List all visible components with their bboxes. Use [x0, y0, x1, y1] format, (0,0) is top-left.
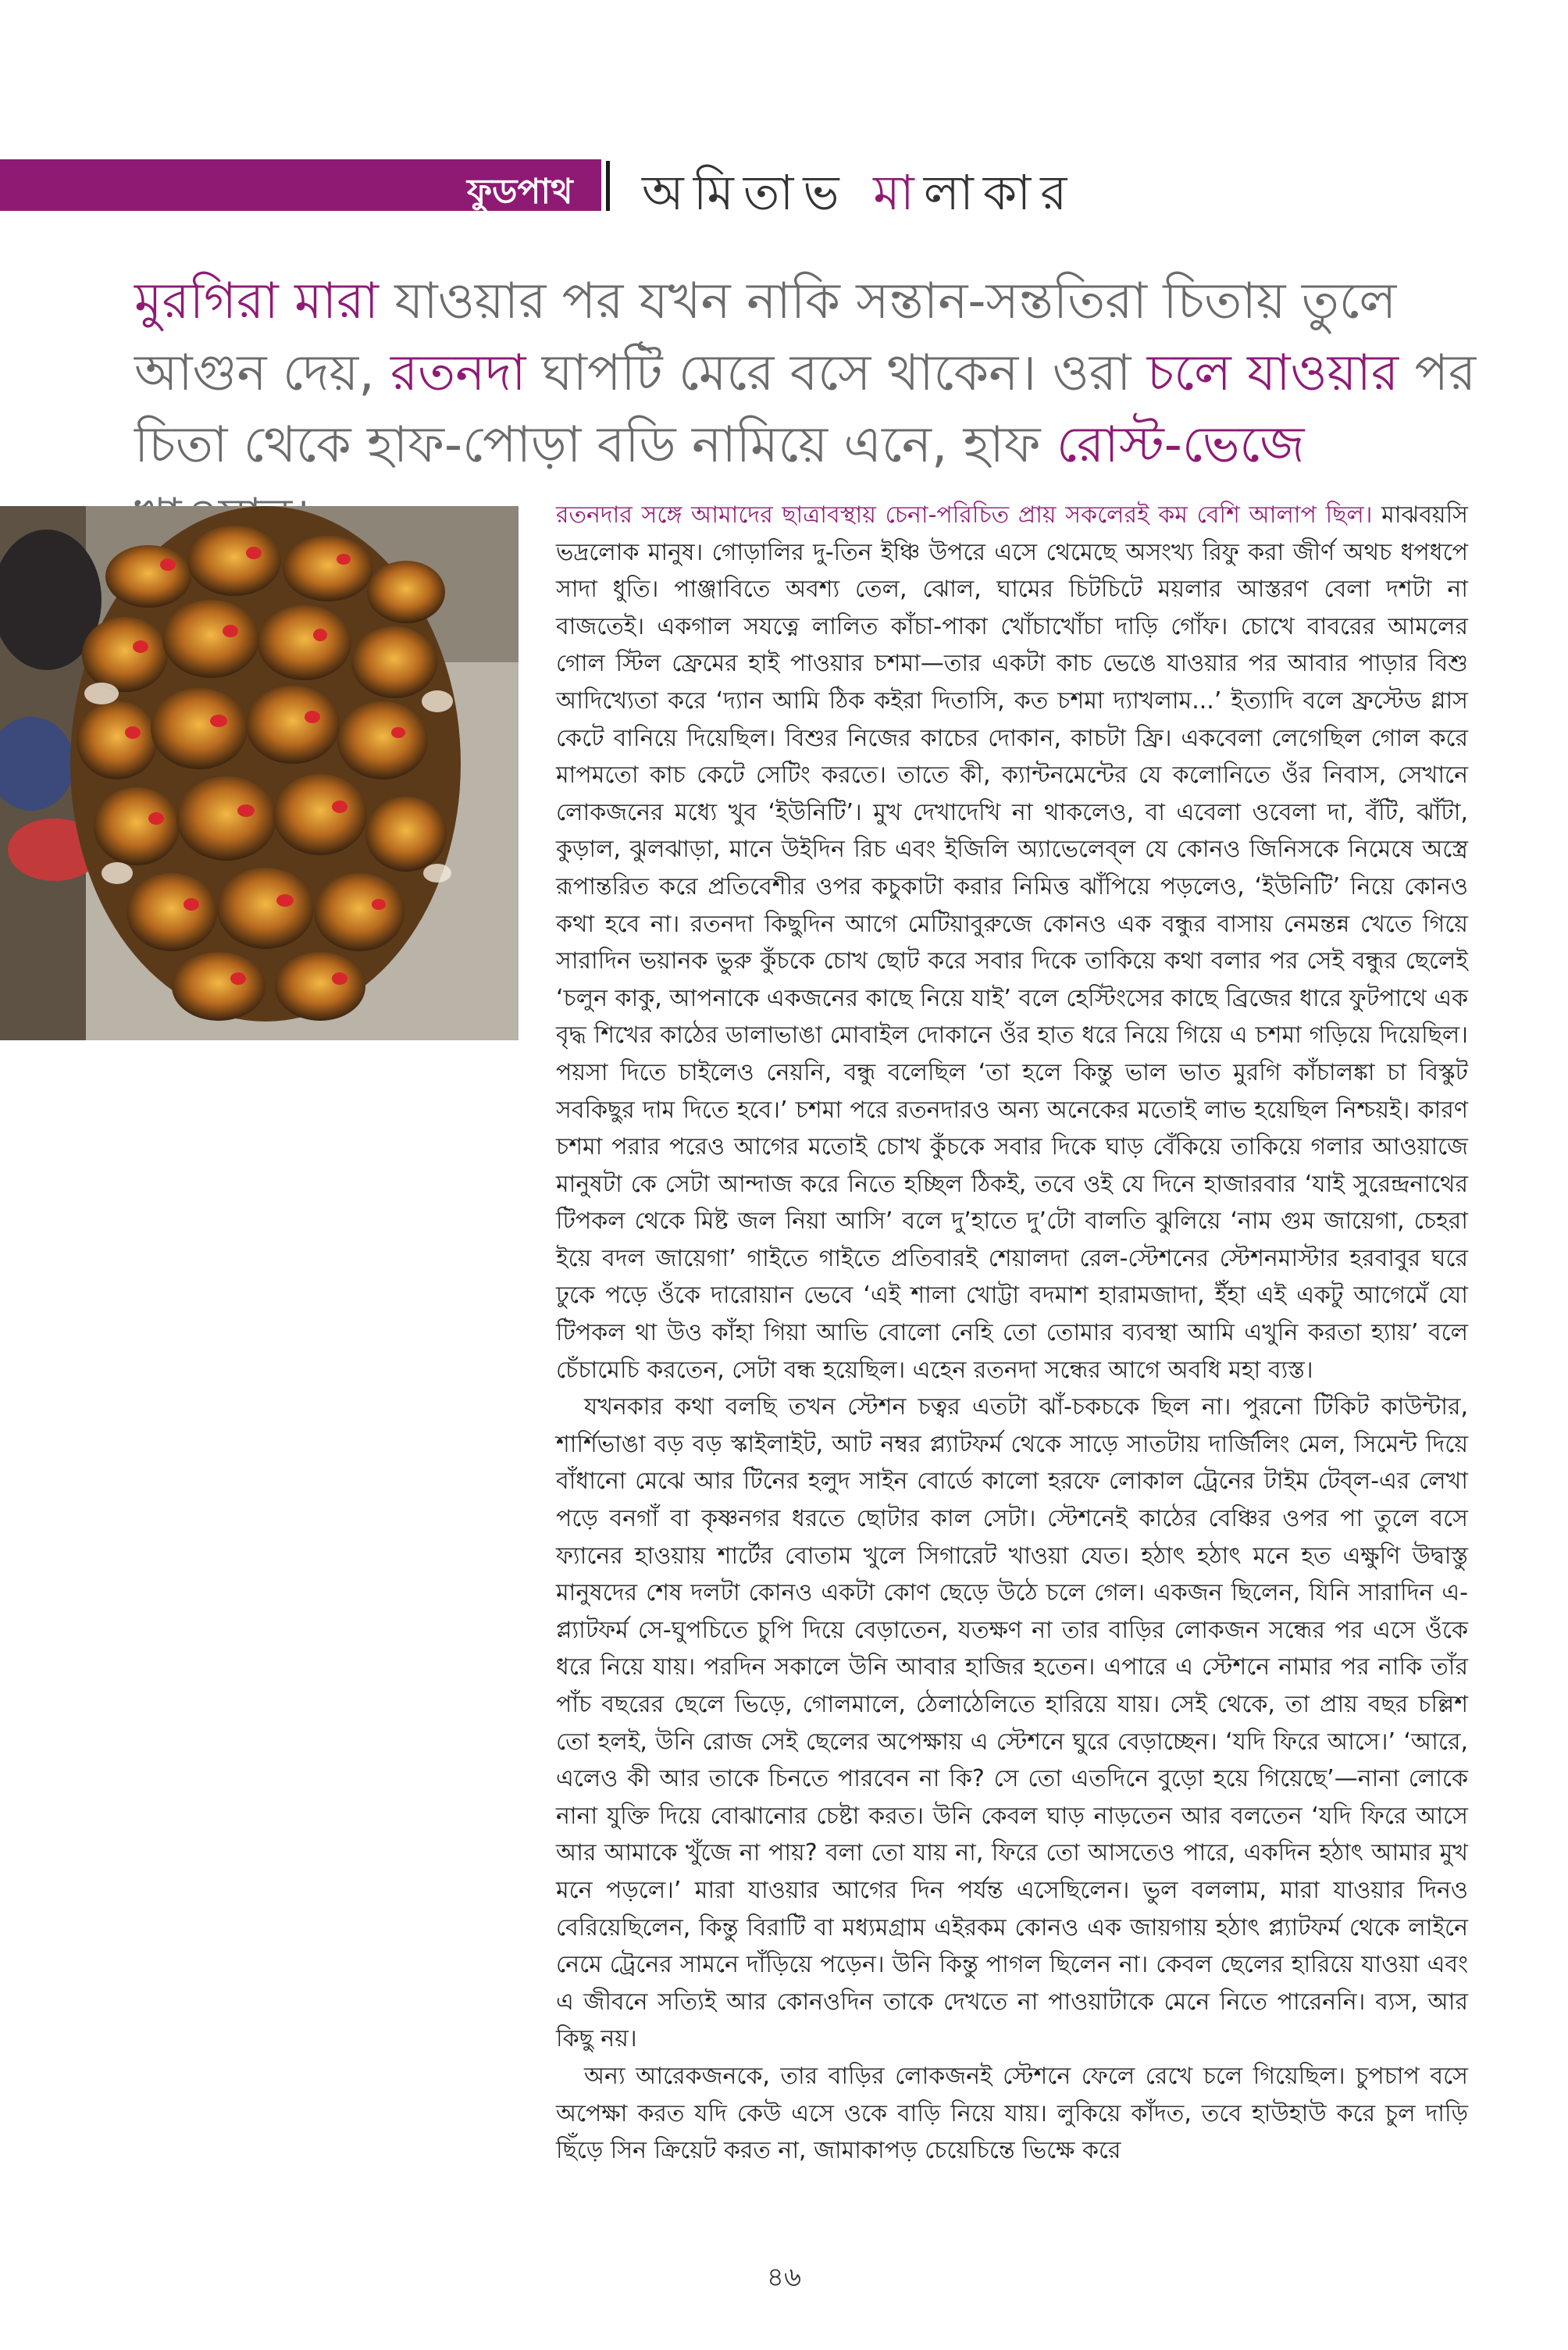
pull-quote-highlight: রোস্ট-ভেজে: [1056, 416, 1305, 474]
article-lead: রতনদার সঙ্গে আমাদের ছাত্রাবস্থায় চেনা-পরিচিত প্রায় সকলেরই কম বেশি আলাপ ছিল।: [556, 501, 1373, 529]
article-body: [556, 497, 1468, 2170]
header-divider: [606, 161, 610, 211]
pull-quote-text: ঘাপটি মেরে বসে থাকেন। ওরা: [526, 344, 1147, 402]
article-paragraph-2: যখনকার কথা বলছি তখন স্টেশন চত্বর এতটা ঝাঁ-চকচকে ছিল না। পুরনো টিকিট কাউন্টার, শার্শিভাঙা বড় বড় স্কাইলাইট, আট নম্বর প্ল্যাটফর্ম থেকে সাড়ে সাতটায় দার্জিলিং মেল, সিমেন্ট দিয়ে বাঁধানো মেঝে আর টিনের হলুদ সাইন বোর্ডে কালো হরফে লোকাল ট্রেনের টাইম টেব্‌ল-এর লেখা পড়ে বনগাঁ বা কৃষ্ণনগর ধরতে ছোটার কাল সেটা। স্টেশনেই কাঠের বেঞ্চির ওপর পা তুলে বসে ফ্যানের হাওয়ায় শার্টের বোতাম খুলে সিগারেট খাওয়া যেত। হঠাৎ হঠাৎ মনে হত এক্ষুণি উদ্বাস্তু মানুষদের শেষ দলটা কোনও একটা কোণ ছেড়ে উঠে চলে গেল। একজন ছিলেন, যিনি সারাদিন এ-প্ল্যাটফর্ম সে-ঘুপচিতে চুপি দিয়ে বেড়াতেন, যতক্ষণ না তার বাড়ির লোকজন সন্ধের পর এসে ওঁকে ধরে নিয়ে যায়। পরদিন সকালে উনি আবার হাজির হতেন। এপারে এ স্টেশনে নামার পর নাকি তাঁর পাঁচ বছরের ছেলে ভিড়ে, গোলমালে, ঠেলাঠেলিতে হারিয়ে যায়। সেই থেকে, তা প্রায় বছর চল্লিশ তো হলই, উনি রোজ সেই ছেলের অপেক্ষায় এ স্টেশনে ঘুরে বেড়াচ্ছেন। ‘যদি ফিরে আসে।’ ‘আরে, এলেও কী আর তাকে চিনতে পারবেন না কি? সে তো এতদিনে বুড়ো হয়ে গিয়েছে’—নানা লোকে নানা যুক্তি দিয়ে বোঝানোর চেষ্টা করত। উনি কেবল ঘাড় নাড়তেন আর বলতেন ‘যদি ফিরে আসে আর আমাকে খুঁজে না পায়? বলা তো যায় না, ফিরে তো আসতেও পারে, একদিন হঠাৎ আমার মুখ মনে পড়লে।’ মারা যাওয়ার আগের দিন পর্যন্ত এসেছিলেন। ভুল বললাম, মারা যাওয়ার দিনও বেরিয়েছিলেন, কিন্তু বিরাটি বা মধ্যমগ্রাম এইরকম কোনও এক জায়গায় হঠাৎ প্ল্যাটফর্ম থেকে লাইনে নেমে ট্রেনের সামনে দাঁড়িয়ে পড়েন। উনি কিন্তু পাগল ছিলেন না। কেবল ছেলের হারিয়ে যাওয়া এবং এ জীবনে সত্যিই আর কোনওদিন তাকে দেখতে না পাওয়াটাকে মেনে নিতে পারেননি। ব্যস, আর কিছু নয়।: [556, 1393, 1468, 2053]
article-paragraph-3: অন্য আরেকজনকে, তার বাড়ির লোকজনই স্টেশনে ফেলে রেখে চলে গিয়েছিল। চুপচাপ বসে অপেক্ষা করত যদি কেউ এসে ওকে বাড়ি নিয়ে যায়। লুকিয়ে কাঁদত, তবে হাউহাউ করে চুল দাড়ি ছিঁড়ে সিন ক্রিয়েট করত না, জামাকাপড় চেয়েচিন্তে ভিক্ষে করে: [556, 2062, 1468, 2165]
chicken-photo-image: [0, 506, 519, 1040]
article-paragraph-text: মাঝবয়সি ভদ্রলোক মানুষ। গোড়ালির দু-তিন ইঞ্চি উপরে এসে থেমেছে অসংখ্য রিফু করা জীর্ণ অথচ ধপধপে সাদা ধুতি। পাঞ্জাবিতে অবশ্য তেল, ঝোল, ঘামের চিটচিটে ময়লার আস্তরণ বেলা দশটা না বাজতেই। একগাল সযত্নে লালিত কাঁচা-পাকা খোঁচাখোঁচা দাড়ি গোঁফ। চোখে বাবরের আমলের গোল স্টিল ফ্রেমের হাই পাওয়ার চশমা—তার একটা কাচ ভেঙে যাওয়ার পর আবার পাড়ার বিশু আদিখ্যেতা করে ‘দ্যান আমি ঠিক কইরা দিতাসি, কত চশমা দ্যাখলাম...’ ইত্যাদি বলে ফ্রস্টেড গ্লাস কেটে বানিয়ে দিয়েছিল। বিশুর নিজের কাচের দোকান, কাচটা ফ্রি। একবেলা লেগেছিল গোল করে মাপমতো কাচ কেটে সেটিং করতে। তাতে কী, ক্যান্টনমেন্টের যে কলোনিতে ওঁর নিবাস, সেখানে লোকজনের মধ্যে খুব ‘ইউনিটি’। মুখ দেখাদেখি না থাকলেও, বা এবেলা ওবেলা দা, বঁটি, ঝাঁটা, কুড়াল, ঝুলঝাড়া, মানে উইদিন রিচ এবং ইজিলি অ্যাভেলেব্‌ল যে কোনও জিনিসকে নিমেষে অস্ত্রে রূপান্তরিত করে প্রতিবেশীর ওপর কচুকাটা করার নিমিত্ত ঝাঁপিয়ে পড়লেও, ‘ইউনিটি’ নিয়ে কোনও কথা হবে না। রতনদা কিছুদিন আগে মেটিয়াবুরুজে কোনও এক বন্ধুর বাসায় নেমন্তন্ন খেতে গিয়ে সারাদিন ভয়ানক ভুরু কুঁচকে চোখ ছোট করে সবার দিকে তাকিয়ে কথা বলার পর সেই বন্ধুর ছেলেই ‘চলুন কাকু, আপনাকে একজনের কাছে নিয়ে যাই’ বলে হেস্টিংসের কাছে ব্রিজের ধারে ফুটপাথে এক বৃদ্ধ শিখের কাঠের ডালাভাঙা মোবাইল দোকানে ওঁর হাত ধরে নিয়ে গিয়ে এ চশমা গড়িয়ে দিয়েছিল। পয়সা দিতে চাইলেও নেয়নি, বন্ধু বলেছিল ‘তা হলে কিন্তু ভাল ভাত মুরগি কাঁচালঙ্কা চা বিস্কুট সবকিছুর দাম দিতে হবে।’ চশমা পরে রতনদারও অন্য অনেকের মতোই লাভ হয়েছিল নিশ্চয়ই। কারণ চশমা পরার পরেও আগের মতোই চোখ কুঁচকে সবার দিকে ঘাড় বেঁকিয়ে তাকিয়ে গলার আওয়াজে মানুষটা কে সেটা আন্দাজ করে নিতে হচ্ছিল ঠিকই, তবে ওই যে দিনে হাজারবার ‘যাই সুরেন্দ্রনাথের টিপকল থেকে মিষ্ট জল নিয়া আসি’ বলে দু’হাতে দু’টো বালতি ঝুলিয়ে ‘নাম গুম জায়েগা, চেহরা ইয়ে বদল জায়েগা’ গাইতে গাইতে প্রতিবারই শেয়ালদা রেল-স্টেশনের স্টেশনমাস্টার হরবাবুর ঘরে ঢুকে পড়ে ওঁকে দারোয়ান ভেবে ‘এই শালা খোট্টা বদমাশ হারামজাদা, ইঁহা এই একটু আগেমেঁ যো টিপকল থা উও কাঁহা গিয়া আভি বোলো নেহি তো তোমার ব্যবস্থা আমি এখুনি করতা হ্যায়’ বলে চেঁচামেচি করতেন, সেটা বন্ধ হয়েছিল। এহেন রতনদা সন্ধের আগে অবধি মহা ব্যস্ত।: [556, 501, 1469, 1384]
section-label: ফুডপাথ: [467, 172, 573, 212]
pull-quote-text: যাওয়ার পর যখন নাকি সন্তান-সন্ততিরা চিতায় তুলে আগুন দেয়,: [134, 273, 1397, 402]
article-paragraph-1: [556, 497, 1468, 1389]
chicken-photo: [0, 506, 519, 1040]
author-name: [642, 156, 1076, 237]
author-first-name: অমিতাভ: [642, 164, 849, 221]
page-number: ৪৬: [766, 2262, 802, 2293]
author-last-name-highlight: মা: [873, 164, 924, 221]
pull-quote-highlight: রতনদা: [390, 344, 526, 402]
author-last-name-rest: লাকার: [923, 164, 1077, 221]
pull-quote-highlight: চলে যাওয়ার: [1146, 344, 1399, 402]
pull-quote-highlight: মুরগিরা মারা: [134, 273, 379, 330]
pull-quote-text: পর চিতা থেকে হাফ-পোড়া বডি নামিয়ে এনে, হাফ: [134, 344, 1477, 474]
